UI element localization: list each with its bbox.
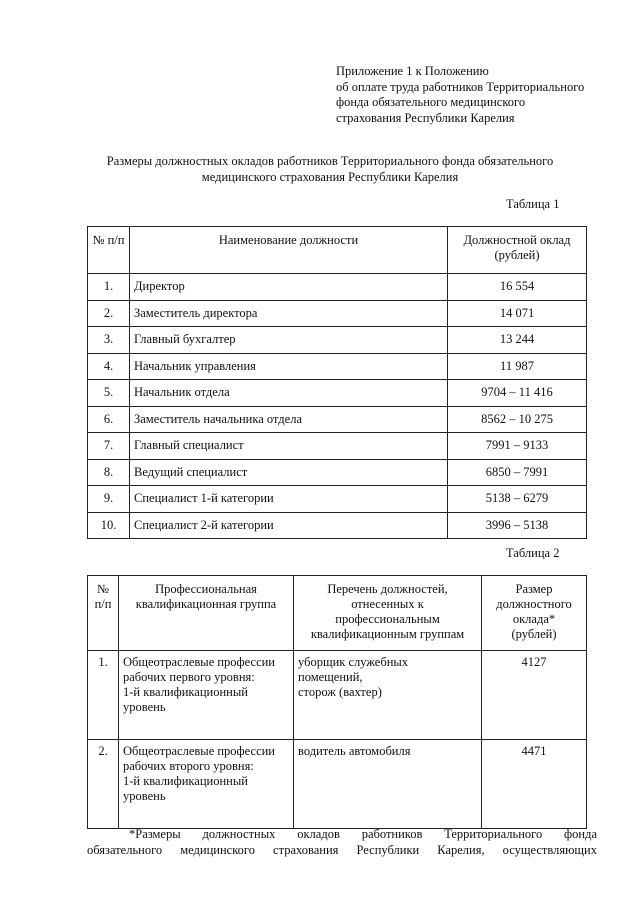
row-num: 1. bbox=[88, 651, 119, 740]
row-salary: 7991 – 9133 bbox=[448, 433, 587, 460]
header-num bbox=[88, 576, 119, 651]
row-salary: 9704 – 11 416 bbox=[448, 380, 587, 407]
row-salary: 4127 bbox=[482, 651, 587, 740]
row-salary: 8562 – 10 275 bbox=[448, 406, 587, 433]
row-position: Специалист 1-й категории bbox=[130, 486, 448, 513]
table2-label: Таблица 2 bbox=[506, 546, 560, 560]
group-line: уровень bbox=[123, 789, 166, 803]
group-line: 1-й квалификационный bbox=[123, 774, 248, 788]
row-num: 2. bbox=[88, 740, 119, 829]
table-row bbox=[88, 651, 587, 740]
table-row bbox=[88, 406, 587, 433]
group-line: уровень bbox=[123, 700, 166, 714]
table-row bbox=[88, 740, 587, 829]
header-line: № bbox=[97, 582, 109, 596]
header-salary-line: (рублей) bbox=[494, 248, 540, 262]
header-line: Размер bbox=[515, 582, 553, 596]
row-salary: 13 244 bbox=[448, 327, 587, 354]
row-position: Главный бухгалтер bbox=[130, 327, 448, 354]
table-row bbox=[88, 274, 587, 301]
header-num: № п/п bbox=[88, 227, 130, 274]
row-salary: 5138 – 6279 bbox=[448, 486, 587, 513]
position-line: водитель автомобиля bbox=[298, 744, 411, 758]
row-num: 3. bbox=[88, 327, 130, 354]
header-line: квалификационная группа bbox=[135, 597, 277, 611]
header-line: Перечень должностей, bbox=[327, 582, 448, 596]
salary-table-2 bbox=[87, 575, 587, 829]
row-position: Начальник отдела bbox=[130, 380, 448, 407]
group-line: 1-й квалификационный bbox=[123, 685, 248, 699]
row-salary: 6850 – 7991 bbox=[448, 459, 587, 486]
table1-label: Таблица 1 bbox=[506, 197, 560, 211]
appendix-header bbox=[336, 64, 584, 126]
row-group bbox=[119, 740, 294, 829]
header-group bbox=[119, 576, 294, 651]
row-num: 10. bbox=[88, 512, 130, 539]
title-line-2: медицинского страхования Республики Карелия bbox=[201, 169, 459, 184]
table-row bbox=[88, 459, 587, 486]
position-line: уборщик служебных bbox=[298, 655, 409, 669]
group-line: рабочих второго уровня: bbox=[123, 759, 254, 773]
table-row bbox=[88, 353, 587, 380]
table-row bbox=[88, 433, 587, 460]
row-position: Заместитель директора bbox=[130, 300, 448, 327]
row-positions bbox=[294, 651, 482, 740]
row-salary: 4471 bbox=[482, 740, 587, 829]
row-position: Специалист 2-й категории bbox=[130, 512, 448, 539]
group-line: Общеотраслевые профессии bbox=[123, 744, 275, 758]
row-position: Заместитель начальника отдела bbox=[130, 406, 448, 433]
table-row bbox=[88, 512, 587, 539]
table-row bbox=[88, 380, 587, 407]
header-line: Профессиональная bbox=[155, 582, 257, 596]
header-line: оклада* bbox=[512, 612, 556, 626]
group-line: Общеотраслевые профессии bbox=[123, 655, 275, 669]
footnote-line-2: обязательного медицинского страхования Республики Карелия, осуществляющих bbox=[87, 843, 597, 857]
row-position: Начальник управления bbox=[130, 353, 448, 380]
header-line: квалификационным группам bbox=[310, 627, 465, 641]
appendix-line: Приложение 1 к Положению bbox=[336, 64, 489, 78]
row-positions bbox=[294, 740, 482, 829]
row-num: 1. bbox=[88, 274, 130, 301]
appendix-line: страхования Республики Карелия bbox=[336, 110, 515, 125]
header-positions bbox=[294, 576, 482, 651]
position-line: сторож (вахтер) bbox=[298, 685, 382, 699]
appendix-line: об оплате труда работников Территориального bbox=[336, 79, 585, 94]
table-row bbox=[88, 486, 587, 513]
header-line: должностного bbox=[496, 597, 572, 611]
row-num: 4. bbox=[88, 353, 130, 380]
title-line-1: Размеры должностных окладов работников Территориального фонда обязательного bbox=[106, 154, 554, 168]
row-salary: 3996 – 5138 bbox=[448, 512, 587, 539]
position-line: помещений, bbox=[298, 670, 363, 684]
row-num: 5. bbox=[88, 380, 130, 407]
header-line: отнесенных к bbox=[351, 597, 424, 611]
group-line: рабочих первого уровня: bbox=[123, 670, 255, 684]
row-group bbox=[119, 651, 294, 740]
header-line: (рублей) bbox=[511, 627, 557, 641]
header-line: профессиональным bbox=[335, 612, 440, 626]
row-salary: 16 554 bbox=[448, 274, 587, 301]
header-salary bbox=[448, 227, 587, 274]
table-header-row bbox=[88, 576, 587, 651]
row-num: 8. bbox=[88, 459, 130, 486]
header-position-name: Наименование должности bbox=[130, 227, 448, 274]
salary-table-1 bbox=[87, 226, 587, 539]
header-line: п/п bbox=[94, 597, 112, 611]
row-position: Главный специалист bbox=[130, 433, 448, 460]
row-num: 7. bbox=[88, 433, 130, 460]
row-position: Ведущий специалист bbox=[130, 459, 448, 486]
footnote-line-1: *Размеры должностных окладов работников Территориального фонда bbox=[129, 827, 597, 841]
appendix-line: фонда обязательного медицинского bbox=[336, 95, 526, 109]
row-num: 2. bbox=[88, 300, 130, 327]
row-num: 9. bbox=[88, 486, 130, 513]
row-num: 6. bbox=[88, 406, 130, 433]
row-position: Директор bbox=[130, 274, 448, 301]
row-salary: 14 071 bbox=[448, 300, 587, 327]
table-row bbox=[88, 300, 587, 327]
document-title bbox=[60, 154, 600, 185]
row-salary: 11 987 bbox=[448, 353, 587, 380]
header-salary bbox=[482, 576, 587, 651]
table-header-row bbox=[88, 227, 587, 274]
header-salary-line: Должностной оклад bbox=[463, 233, 571, 247]
table-row bbox=[88, 327, 587, 354]
